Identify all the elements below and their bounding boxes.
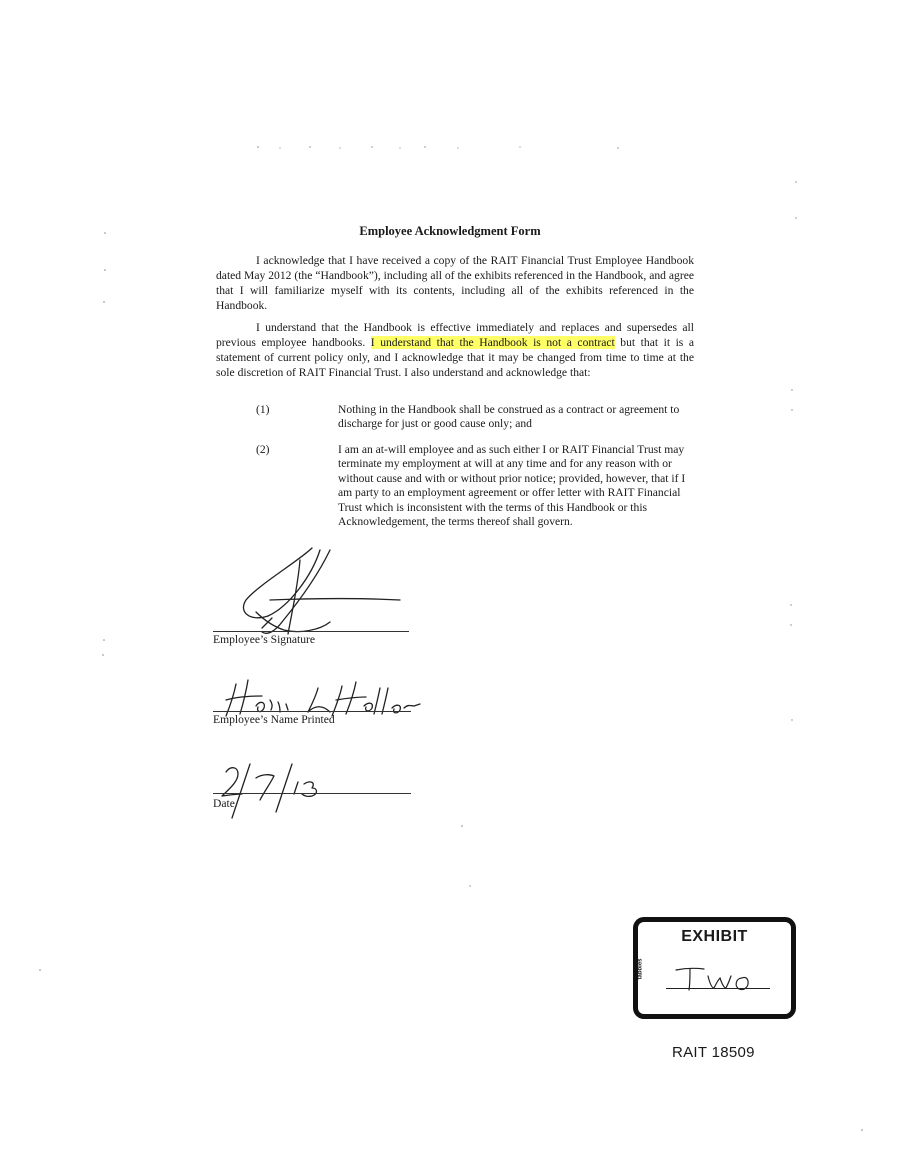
highlighted-text: I understand that the Handbook is not a contract [370, 336, 615, 349]
item-text: I am an at-will employee and as such either I or RAIT Financial Trust may terminate my employment at will at any time and for any reason with or without cause and with or without prior notice; provided, however, that if I am party to an employment agreement or offer letter with RAIT Financial Trust which is inconsistent with the terms of this Handbook or this Acknowledgement, the terms thereof shall govern. [338, 443, 686, 529]
name-label: Employee’s Name Printed [213, 713, 335, 726]
item-number: (2) [256, 443, 270, 456]
date-line [213, 793, 411, 794]
paragraph-text-start: I understand that the Handbook is effective immediately and replaces and supersedes all previous employee handbooks. [216, 321, 694, 349]
signature-line [213, 631, 409, 632]
signature-label: Employee’s Signature [213, 633, 316, 646]
bates-number: RAIT 18509 [672, 1044, 755, 1061]
paragraph-text-end: but that it is a statement of current policy only, and I acknowledge that it may be changed from time to time at the sole discretion of RAIT Financial Trust. I also understand and acknowledge that: [216, 336, 695, 379]
item-text: Nothing in the Handbook shall be construed as a contract or agreement to discharge for just or good cause only; and [338, 403, 680, 431]
understanding-paragraph [216, 320, 694, 380]
date-label: Date [213, 797, 235, 810]
form-title: Employee Acknowledgment Form [359, 224, 541, 238]
paragraph-text: I acknowledge that I have received a copy of the RAIT Financial Trust Employee Handbook dated May 2012 (the “Handbook”), including all of the exhibits referenced in the Handbook, and agree that I will familiarize myself with its contents, including all of the exhibits referenced in the Handbook. [216, 254, 694, 312]
name-line [213, 711, 411, 712]
exhibit-sticker [633, 917, 796, 1019]
item-number: (1) [256, 403, 270, 416]
exhibit-brand: tabbies [637, 958, 644, 980]
exhibit-handwritten-value [638, 922, 791, 1014]
exhibit-title: EXHIBIT [681, 928, 748, 945]
exhibit-line [666, 988, 770, 989]
acknowledgment-paragraph [216, 253, 694, 313]
